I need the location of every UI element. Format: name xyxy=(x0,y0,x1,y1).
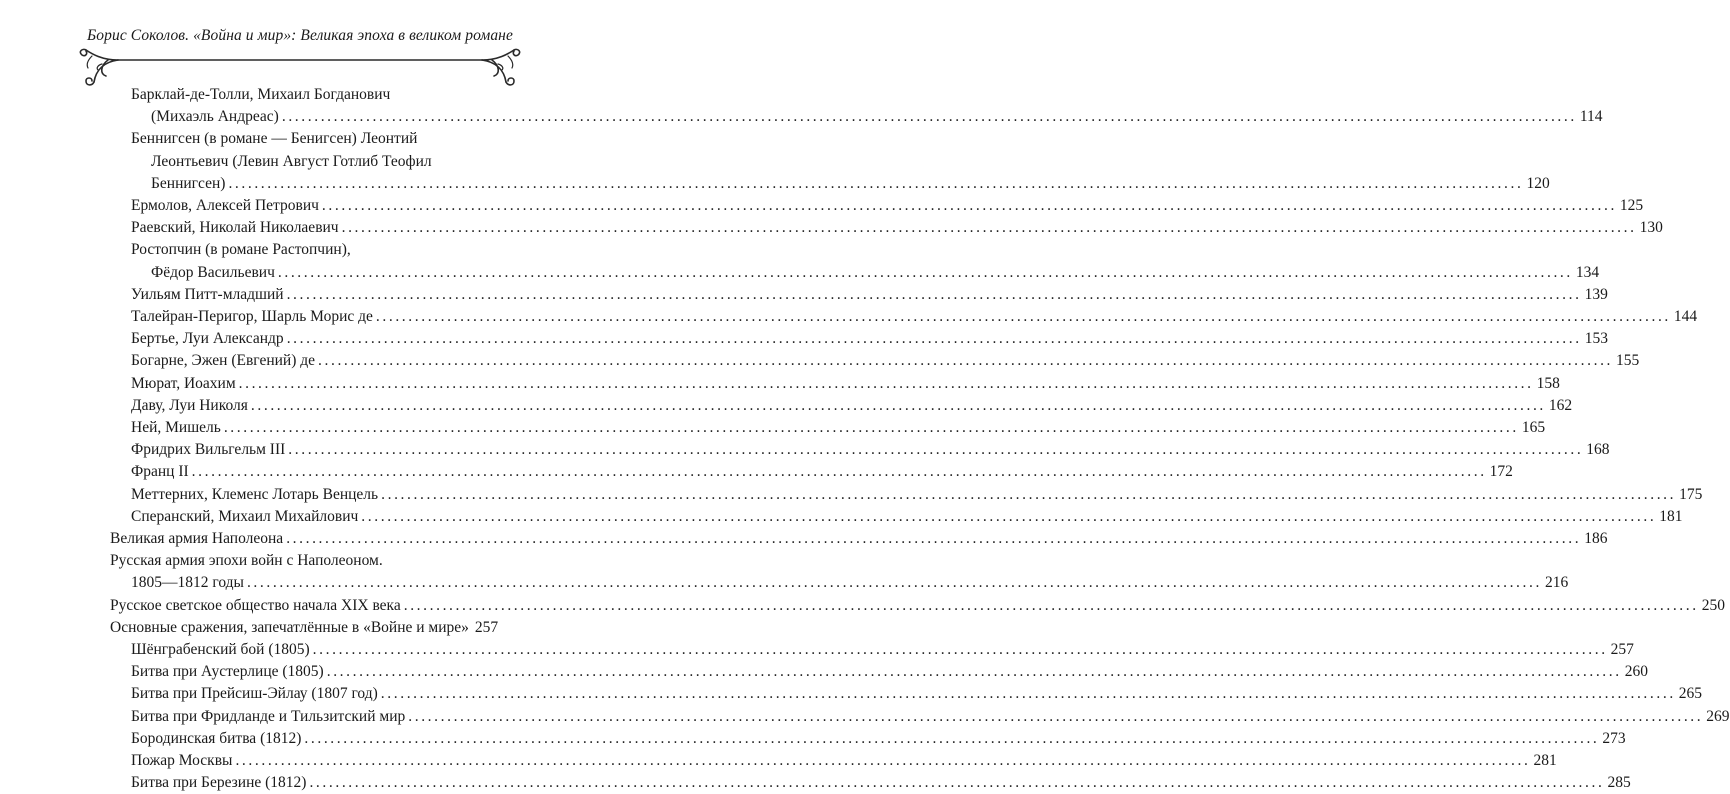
toc-entry-title: Битва при Прейсиш-Эйлау (1807 год) xyxy=(131,685,378,703)
dot-leader: ........................................................................................................................................................................................................ xyxy=(250,396,1546,414)
toc-entry-line xyxy=(131,84,390,106)
dot-leader: ........................................................................................................................................................................................................ xyxy=(191,463,1487,481)
toc-page-number: 216 xyxy=(1544,574,1569,592)
toc-page-number: 162 xyxy=(1548,396,1573,414)
toc-page-number: 172 xyxy=(1489,463,1513,481)
dot-leader: ........................................................................................................................................................................................................ xyxy=(286,530,1582,547)
toc-entry-title: Раевский, Николай Николаевич xyxy=(131,219,339,237)
toc-entry xyxy=(131,750,1557,772)
toc-page-number: 168 xyxy=(1586,441,1610,459)
dot-leader: ........................................................................................................................................................................................................ xyxy=(304,729,1600,747)
toc-entry xyxy=(131,328,1608,350)
dot-leader: ........................................................................................................................................................................................................ xyxy=(408,707,1704,725)
toc-page-number: 257 xyxy=(474,618,499,636)
toc-entry xyxy=(131,417,1546,439)
toc-entry-title: Беннигсен) xyxy=(151,174,226,192)
toc-page-number: 257 xyxy=(1610,641,1634,658)
toc-page-number: 250 xyxy=(1701,596,1725,614)
toc-entry xyxy=(110,617,499,639)
dot-leader: ........................................................................................................................................................................................................ xyxy=(403,596,1699,614)
toc-entry xyxy=(151,262,1600,284)
dot-leader: ........................................................................................................................................................................................................ xyxy=(246,574,1542,592)
toc-entry xyxy=(131,350,1640,372)
toc-entry-title: 1805—1812 годы xyxy=(131,574,244,592)
toc-entry-title: Фридрих Вильгельм III xyxy=(131,441,286,459)
toc-entry xyxy=(151,106,1603,128)
toc-entry-title: Шёнграбенский бой (1805) xyxy=(131,641,310,658)
toc-entry xyxy=(131,506,1683,528)
toc-entry-line xyxy=(110,550,383,572)
dot-leader: ........................................................................................................................................................................................................ xyxy=(321,197,1617,214)
toc-entry-line xyxy=(131,128,417,150)
toc-entry-title: Франц II xyxy=(131,463,189,481)
toc-page-number: 281 xyxy=(1533,752,1557,769)
dot-leader: ........................................................................................................................................................................................................ xyxy=(228,174,1524,192)
toc-entry-title: Русская армия эпохи войн с Наполеоном. xyxy=(110,552,383,570)
dot-leader: ........................................................................................................................................................................................................ xyxy=(277,263,1573,281)
dot-leader: ........................................................................................................................................................................................................ xyxy=(380,685,1676,703)
toc-entry-title: Богарне, Эжен (Евгений) де xyxy=(131,352,316,370)
toc-entry-title: Леонтьевич (Левин Август Готлиб Теофил xyxy=(151,152,432,170)
dot-leader: ........................................................................................................................................................................................................ xyxy=(381,485,1677,503)
toc-page-number: 269 xyxy=(1706,707,1730,725)
toc-entry-title: Русское светское общество начала XIX века xyxy=(110,596,401,614)
toc-entry xyxy=(151,173,1550,195)
toc-entry xyxy=(110,595,1725,617)
toc-entry-title: Мюрат, Иоахим xyxy=(131,374,236,392)
dot-leader: ........................................................................................................................................................................................................ xyxy=(341,219,1637,237)
toc-entry xyxy=(131,728,1626,750)
toc-entry xyxy=(131,306,1698,328)
toc-page-number: 265 xyxy=(1678,685,1703,703)
toc-entry-title: Основные сражения, запечатлённые в «Войне и мире» xyxy=(110,618,469,636)
toc-entry-title: Битва при Фридланде и Тильзитский мир xyxy=(131,707,406,725)
toc-entry xyxy=(131,461,1513,483)
toc-entry-line xyxy=(131,239,351,261)
dot-leader: ........................................................................................................................................................................................................ xyxy=(286,330,1582,348)
toc-entry-title: Бертье, Луи Александр xyxy=(131,330,284,348)
dot-leader: ........................................................................................................................................................................................................ xyxy=(312,641,1608,658)
toc-page-number: 285 xyxy=(1607,774,1631,792)
toc-entry-title: Битва при Березине (1812) xyxy=(131,774,307,792)
dot-leader: ........................................................................................................................................................................................................ xyxy=(281,108,1577,126)
toc-entry xyxy=(131,639,1634,661)
dot-leader: ........................................................................................................................................................................................................ xyxy=(235,752,1531,769)
toc-entry xyxy=(131,706,1730,728)
toc-entry-title: Ростопчин (в романе Растопчин), xyxy=(131,241,351,259)
toc-page-number: 153 xyxy=(1584,330,1608,348)
toc-page-number: 120 xyxy=(1526,174,1550,192)
toc-page-number: 158 xyxy=(1536,374,1560,392)
toc-entry-title: Фёдор Васильевич xyxy=(151,263,275,281)
toc-page-number: 139 xyxy=(1584,285,1608,303)
toc-page-number: 114 xyxy=(1579,108,1603,126)
toc-entry-title: Барклай-де-Толли, Михаил Богданович xyxy=(131,86,391,103)
toc-entry xyxy=(131,484,1703,506)
toc-entry-title: Меттерних, Клеменс Лотарь Венцель xyxy=(131,485,379,503)
toc-entry-title: Беннигсен (в романе — Бенигсен) Леонтий xyxy=(131,130,418,148)
toc-entry xyxy=(131,373,1560,395)
toc-page-number: 130 xyxy=(1639,219,1663,237)
toc-entry xyxy=(131,217,1663,239)
toc-entry-title: Бородинская битва (1812) xyxy=(131,729,302,747)
toc-entry-title: Сперанский, Михаил Михайлович xyxy=(131,507,359,525)
toc-entry-title: Талейран-Перигор, Шарль Морис де xyxy=(131,308,373,325)
running-title: Борис Соколов. «Война и мир»: Великая эпоха в великом романе xyxy=(87,27,513,44)
toc-entry xyxy=(131,284,1608,306)
dot-leader: ........................................................................................................................................................................................................ xyxy=(375,308,1671,325)
dot-leader: ........................................................................................................................................................................................................ xyxy=(326,663,1622,681)
toc-entry-title: Даву, Луи Николя xyxy=(131,396,248,414)
toc-page-number: 181 xyxy=(1659,507,1683,525)
toc-entry xyxy=(131,683,1703,705)
toc-entry-title: Битва при Аустерлице (1805) xyxy=(131,663,324,681)
toc-page-number: 273 xyxy=(1602,729,1626,747)
dot-leader: ........................................................................................................................................................................................................ xyxy=(288,441,1584,459)
dot-leader: ........................................................................................................................................................................................................ xyxy=(286,285,1582,303)
toc-page-number: 175 xyxy=(1679,485,1703,503)
dot-leader: ........................................................................................................................................................................................................ xyxy=(238,374,1534,392)
toc-entry-title: Ермолов, Алексей Петрович xyxy=(131,197,319,214)
toc-page-number: 260 xyxy=(1624,663,1648,681)
dot-leader: ........................................................................................................................................................................................................ xyxy=(223,419,1519,436)
toc-entry xyxy=(131,195,1644,217)
dot-leader: ........................................................................................................................................................................................................ xyxy=(318,352,1614,370)
toc-entry xyxy=(131,395,1573,417)
toc-page-number: 155 xyxy=(1616,352,1640,370)
toc-entry-title: Уильям Питт-младший xyxy=(131,285,284,303)
dot-leader: ........................................................................................................................................................................................................ xyxy=(361,507,1657,525)
toc-entry-title: (Михаэль Андреас) xyxy=(151,108,279,126)
toc-page-number: 165 xyxy=(1521,419,1546,436)
toc-page-number: 134 xyxy=(1575,263,1600,281)
toc-page-number: 144 xyxy=(1673,308,1698,325)
toc-page-number: 186 xyxy=(1584,530,1608,547)
toc-page-number: 125 xyxy=(1619,197,1644,214)
toc-entry xyxy=(131,439,1610,461)
toc-entry-title: Великая армия Наполеона xyxy=(110,530,284,547)
toc-entry xyxy=(110,528,1608,550)
toc-entry-line xyxy=(151,151,432,173)
toc-entry-title: Пожар Москвы xyxy=(131,752,233,769)
toc-entry xyxy=(131,572,1569,594)
toc-entry-title: Ней, Мишель xyxy=(131,419,221,436)
toc-entry xyxy=(131,772,1631,794)
dot-leader: ........................................................................................................................................................................................................ xyxy=(309,774,1605,792)
toc-entry xyxy=(131,661,1648,683)
